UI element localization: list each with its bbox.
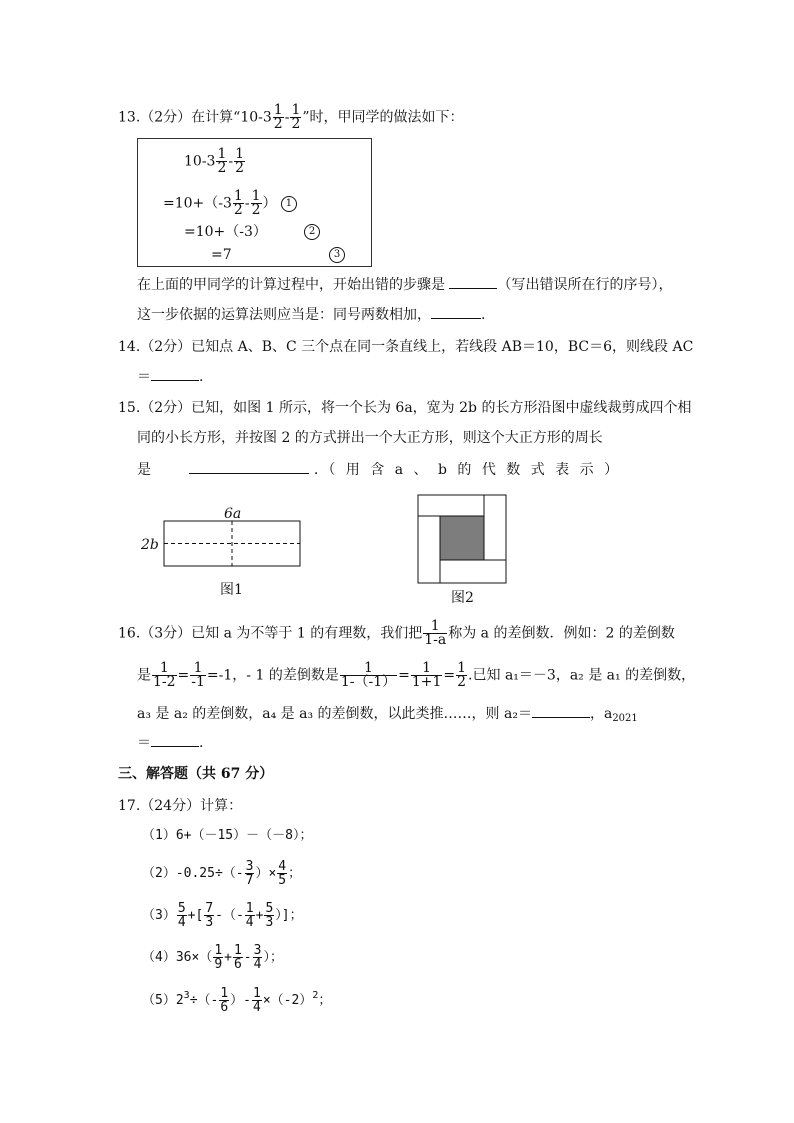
q13-box-line-4: =7 bbox=[211, 247, 232, 263]
q14-answer: ＝ . bbox=[137, 366, 203, 387]
figure-1-rectangle bbox=[163, 520, 303, 568]
answer-blank[interactable] bbox=[189, 459, 309, 474]
fraction: $\frac{1}{2}$ bbox=[233, 188, 243, 218]
q13-question-b: 这一步依据的运算法则应当是：同号两数相加， . bbox=[137, 304, 485, 325]
q17-part-2: （2）-0.25÷（- $\frac{3}{7}$ ）× $\frac{4}{5}$ ； bbox=[142, 859, 302, 888]
fraction: $\frac{1}{2}$ bbox=[457, 660, 467, 690]
q16-line-3: a₃ 是 a₂ 的差倒数，a₄ 是 a₃ 的差倒数，以此类推……，则 a₂＝ ，$a_{2021}$ bbox=[137, 703, 638, 729]
step-marker-2: 2 bbox=[304, 224, 320, 240]
q16-line-4: ＝ . bbox=[137, 732, 203, 753]
q13-box-line-2: =10+（-3 $\frac{1}{2}$ - $\frac{1}{2}$ ） 1 bbox=[163, 190, 297, 217]
fraction: $\frac{1}{2}$ bbox=[273, 102, 283, 132]
q16-line-2: 是 $\frac{1}{1-2}$ = $\frac{1}{-1}$ =-1，- 1 的差倒数是 $\frac{1}{1-(-1)}$ = $\frac{1}{1+1}$ = $\frac{1}{2}$ .已知 a₁＝－3，a₂ 是 a₁ 的差倒数， bbox=[137, 660, 696, 690]
q17-part-4: （4）36×（ $\frac{1}{9}$ + $\frac{1}{6}$ - $\frac{3}{4}$ ）； bbox=[142, 943, 283, 972]
q14-text: 14.（2分）已知点 A、B、C 三个点在同一条直线上，若线段 AB＝10，BC＝6，则线段 AC bbox=[118, 339, 694, 355]
fraction: $\frac{5}{4}$ bbox=[177, 901, 186, 930]
fraction: $\frac{1}{-1}$ bbox=[191, 660, 205, 690]
fraction: $\frac{1}{2}$ bbox=[235, 146, 245, 176]
fraction: $\frac{4}{5}$ bbox=[278, 859, 287, 888]
fig1-side-label: 2b bbox=[141, 537, 159, 553]
q15-line-3: 是 .（ 用 含 a 、 b 的 代 数 式 表 示 ） bbox=[137, 459, 667, 480]
fraction: $\frac{1}{1-(-1)}$ bbox=[340, 660, 397, 690]
fig1-caption: 图1 bbox=[220, 582, 243, 598]
fraction: $\frac{1}{2}$ bbox=[251, 188, 261, 218]
fraction: $\frac{1}{1-2}$ bbox=[153, 660, 176, 690]
q17-part-3: （3） $\frac{5}{4}$ +[ $\frac{7}{3}$ -（- $\frac{1}{4}$ + $\frac{5}{3}$ ）]； bbox=[142, 901, 303, 930]
q13-box-line-3: =10+（-3） bbox=[184, 224, 267, 240]
fraction: $\frac{1}{6}$ bbox=[233, 943, 242, 972]
section-title: 三、解答题（共 67 分） bbox=[118, 766, 274, 782]
q17-part-1: （1）6+（－15）－（－8）； bbox=[142, 828, 313, 843]
fraction: $\frac{1}{6}$ bbox=[220, 986, 229, 1015]
answer-blank[interactable] bbox=[449, 274, 497, 289]
q15-line-2: 同的小长方形，并按图 2 的方式拼出一个大正方形，则这个大正方形的周长 bbox=[137, 430, 603, 446]
fraction: $\frac{1}{2}$ bbox=[291, 102, 301, 132]
step-marker-3: 3 bbox=[329, 247, 345, 263]
fraction: $\frac{1}{1+1}$ bbox=[411, 660, 442, 690]
answer-blank[interactable] bbox=[431, 304, 481, 319]
answer-blank[interactable] bbox=[151, 366, 199, 381]
q17-part-5: $(5)2^3\div(-$ $\frac{1}{6}$ ）- $\frac{1}{4}$ $\times(-2)^2$； bbox=[142, 986, 332, 1015]
answer-blank[interactable] bbox=[532, 703, 590, 718]
fraction: $\frac{1}{1-a}$ bbox=[424, 618, 447, 648]
q13-box-line-1: 10-3 $\frac{1}{2}$ - $\frac{1}{2}$ bbox=[184, 146, 245, 176]
step-marker-1: 1 bbox=[281, 196, 297, 212]
fraction: $\frac{5}{3}$ bbox=[265, 901, 274, 930]
answer-blank[interactable] bbox=[151, 732, 199, 747]
q13-title: 13.（2分）在计算“10-3 $\frac{1}{2}$ - $\frac{1}{2}$ ”时，甲同学的做法如下： bbox=[118, 102, 464, 132]
figure-2-square bbox=[417, 494, 509, 586]
fraction: $\frac{7}{3}$ bbox=[205, 901, 214, 930]
fraction: $\frac{1}{9}$ bbox=[214, 943, 223, 972]
q17-title: 17.（24分）计算： bbox=[118, 798, 243, 814]
q15-line-1: 15.（2分）已知，如图 1 所示，将一个长为 6a，宽为 2b 的长方形沿图中虚线裁剪成四个相 bbox=[118, 400, 692, 416]
q13-question-a: 在上面的甲同学的计算过程中，开始出错的步骤是 （写出错误所在行的序号）， bbox=[137, 274, 672, 295]
fraction: $\frac{1}{4}$ bbox=[253, 986, 261, 1015]
fraction: $\frac{1}{2}$ bbox=[217, 146, 227, 176]
fig2-caption: 图2 bbox=[451, 590, 474, 606]
fraction: $\frac{3}{4}$ bbox=[253, 943, 262, 972]
fig1-top-label: 6a bbox=[224, 506, 242, 522]
fraction: $\frac{3}{7}$ bbox=[245, 859, 254, 888]
fraction: $\frac{1}{4}$ bbox=[245, 901, 254, 930]
q16-line-1: 16.（3分）已知 a 为不等于 1 的有理数，我们把 $\frac{1}{1-a}$ 称为 a 的差倒数．例如：2 的差倒数 bbox=[118, 618, 675, 648]
